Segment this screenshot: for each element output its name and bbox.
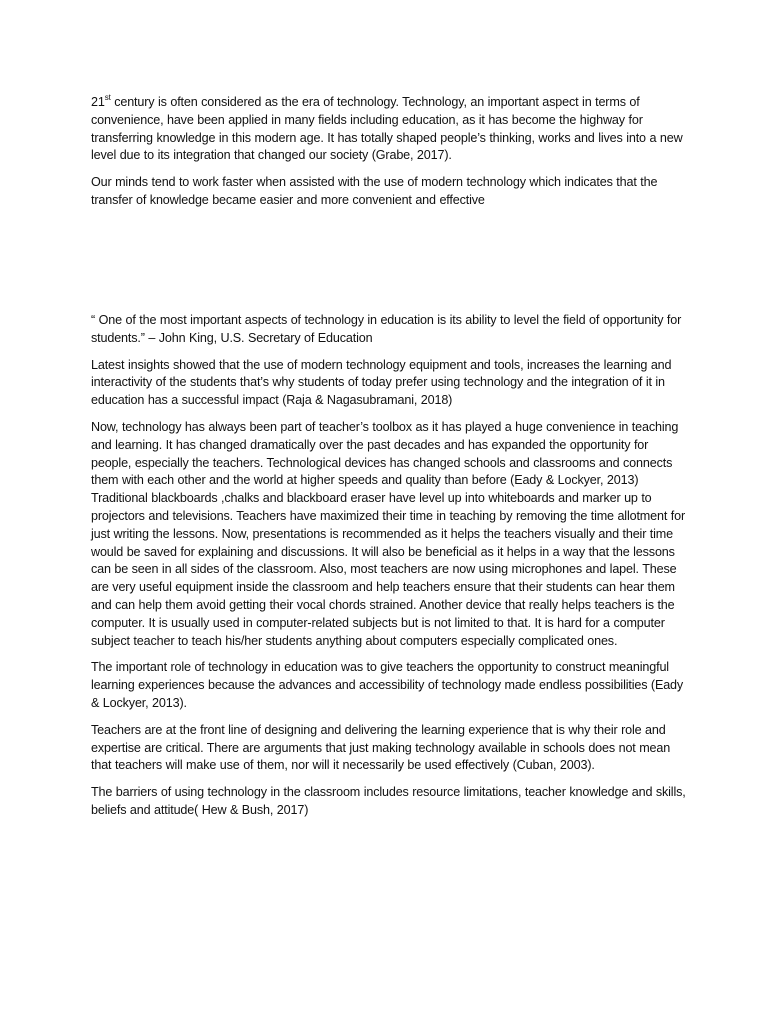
body-paragraph-1: Latest insights showed that the use of modern technology equipment and tools, increases the learning and interactivity of the students that’s why students of today prefer using technology and the integration of it in education has a successful impact (Raja & Nagasubramani, 2018) (91, 357, 672, 408)
quote-paragraph: “ One of the most important aspects of technology in education is its ability to level the field of opportunity for students.” – John King, U.S. Secretary of Education (91, 313, 682, 345)
intro-section (91, 94, 691, 219)
body-paragraph-2: Now, technology has always been part of teacher’s toolbox as it has played a huge convenience in teaching and learning. It has changed dramatically over the past decades and has expanded the opportunity for people, especially the teachers. Technological devices has changed schools and classrooms and connects them with each other and the world at higher speeds and quality than before (Eady & Lockyer, 2013) Traditional blackboards ,chalks and blackboard eraser have level up into whiteboards and marker up to projectors and televisions. Teachers have maximized their time in teaching by removing the time allotment for just writing the lessons. Now, presentations is recommended as it helps the teachers visually and their time would be saved for explaining and discussions. It will also be beneficial as it helps in a way that the lessons can be seen in all sides of the classroom. Also, most teachers are now using microphones and lapel. These are very useful equipment inside the classroom and help teachers ensure that their students can hear them and can help them avoid getting their vocal chords strained. Another device that really helps teachers is the computer. It is usually used in computer-related subjects but is not limited to that. It is hard for a computer subject teacher to teach his/her students anything about computers especially complicated ones. (91, 419, 686, 648)
century-number: 21 (91, 95, 105, 109)
main-section (91, 312, 691, 829)
intro-paragraph-1-text: century is often considered as the era of technology. Technology, an important aspect in terms of convenience, have been applied in many fields including education, as it has become the highway for transferring knowledge in this modern age. It has totally shaped people’s thinking, works and lives into a new level due to its integration that changed our society (Grabe, 2017). (91, 95, 683, 163)
body-paragraph-3: The important role of technology in education was to give teachers the opportunity to construct meaningful learning experiences because the advances and accessibility of technology made endless possibilities (Eady & Lockyer, 2013). (91, 660, 684, 710)
intro-paragraph-2: Our minds tend to work faster when assisted with the use of modern technology which indicates that the transfer of knowledge became easier and more convenient and effective (91, 175, 658, 207)
intro-paragraph-1 (91, 94, 691, 165)
body-paragraph-4: Teachers are at the front line of designing and delivering the learning experience that is why their role and expertise are critical. There are arguments that just making technology available in schools does not mean that teachers will make use of them, nor will it necessarily be used effectively (Cuban, 2003). (91, 722, 671, 773)
body-paragraph-5: The barriers of using technology in the classroom includes resource limitations, teacher knowledge and skills, beliefs and attitude( Hew & Bush, 2017) (91, 785, 686, 817)
ordinal-suffix: st (104, 92, 111, 102)
